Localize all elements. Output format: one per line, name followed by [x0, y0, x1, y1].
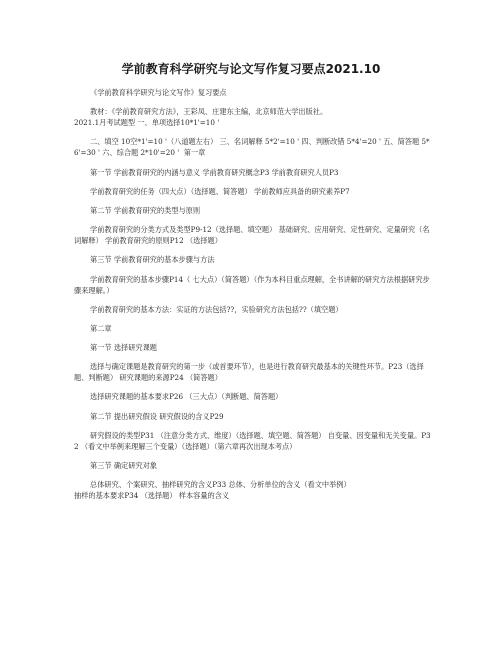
paragraph-ch2-sec1: 第一节 选择研究课题 [90, 343, 157, 353]
paragraph-research-types: 学前教育研究的分类方式及类型P9-12（选择题、填空题） 基础研究、应用研究、定性研究、定量研究（名词解释） 学前教育研究的原则P12 （选择题） [74, 225, 430, 246]
paragraph-research-methods: 学前教育研究的基本方法：实证的方法包括??，实验研究方法包括??（填空题） [90, 304, 343, 314]
paragraph-subtitle: 《学前教育科学研究与论文写作》复习要点 [90, 88, 227, 97]
paragraph-exam-type: 2021.1月考试题型 一、单项选择10*1'=10 ' [74, 118, 220, 128]
paragraph-textbook: 教材：《学前教育研究方法》，王彩凤、庄建东主编，北京师范大学出版社。 [90, 107, 328, 117]
paragraph-ch1-sec3: 第三节 学前教育研究的基本步骤与方法 [90, 255, 215, 265]
paragraph-ch1-sec1: 第一节 学前教育研究的内涵与意义 学前教育研究概念P3 学前教育研究人员P3 [90, 167, 339, 177]
document-title: 学前教育科学研究与论文写作复习要点2021.10 [121, 62, 381, 76]
paragraph-ch2-sec2: 第二节 提出研究假设 研究假设的含义P29 [90, 411, 224, 421]
paragraph-research-tasks: 学前教育研究的任务（四大点）（选择题、简答题） 学前教师应具备的研究素养P7 [90, 186, 350, 196]
paragraph-sampling-meaning: 总体研究、个案研究、抽样研究的含义P33 总体、分析单位的含义（看文中举例） [90, 480, 351, 490]
paragraph-sampling-requirements: 抽样的基本要求P34 （选择题） 样本容量的含义 [74, 491, 230, 501]
document-body [74, 87, 434, 509]
paragraph-topic-selection: 选择与确定课题是教育研究的第一步（或首要环节），也是进行教育研究最基本的关键性环节。P23（选择题、判断题） 研究课题的来源P24 （简答题） [74, 362, 424, 383]
paragraph-research-steps: 学前教育研究的基本步骤P14（ 七大点）（简答题）（作为本科目重点理解，全书讲解的研究方法根据研究步骤来理解。） [74, 274, 430, 295]
paragraph-question-types: 二、填空 10空*1'=10 '（八道题左右） 三、名词解释 5*2'=10 ' 四、判断改错 5*4'=20 ' 五、简答题 5*6'=30 ' 六、综合题 2*10'=20 ' 第一章 [74, 137, 430, 158]
paragraph-ch1-sec2: 第二节 学前教育研究的类型与原则 [90, 205, 201, 215]
paragraph-ch2-sec3: 第三节 确定研究对象 [90, 461, 157, 470]
paragraph-hypothesis-types: 研究假设的类型P31 （注意分类方式、维度）（选择题、填空题、简答题） 自变量、因变量和无关变量。P32 （看文中举例来理解三个变量）（选择题）（第六章再次出现本考点） [74, 430, 431, 451]
paragraph-chapter-2: 第二章 [90, 323, 112, 333]
paragraph-topic-requirements: 选择研究课题的基本要求P26 （三大点）（判断题、简答题） [90, 392, 283, 402]
